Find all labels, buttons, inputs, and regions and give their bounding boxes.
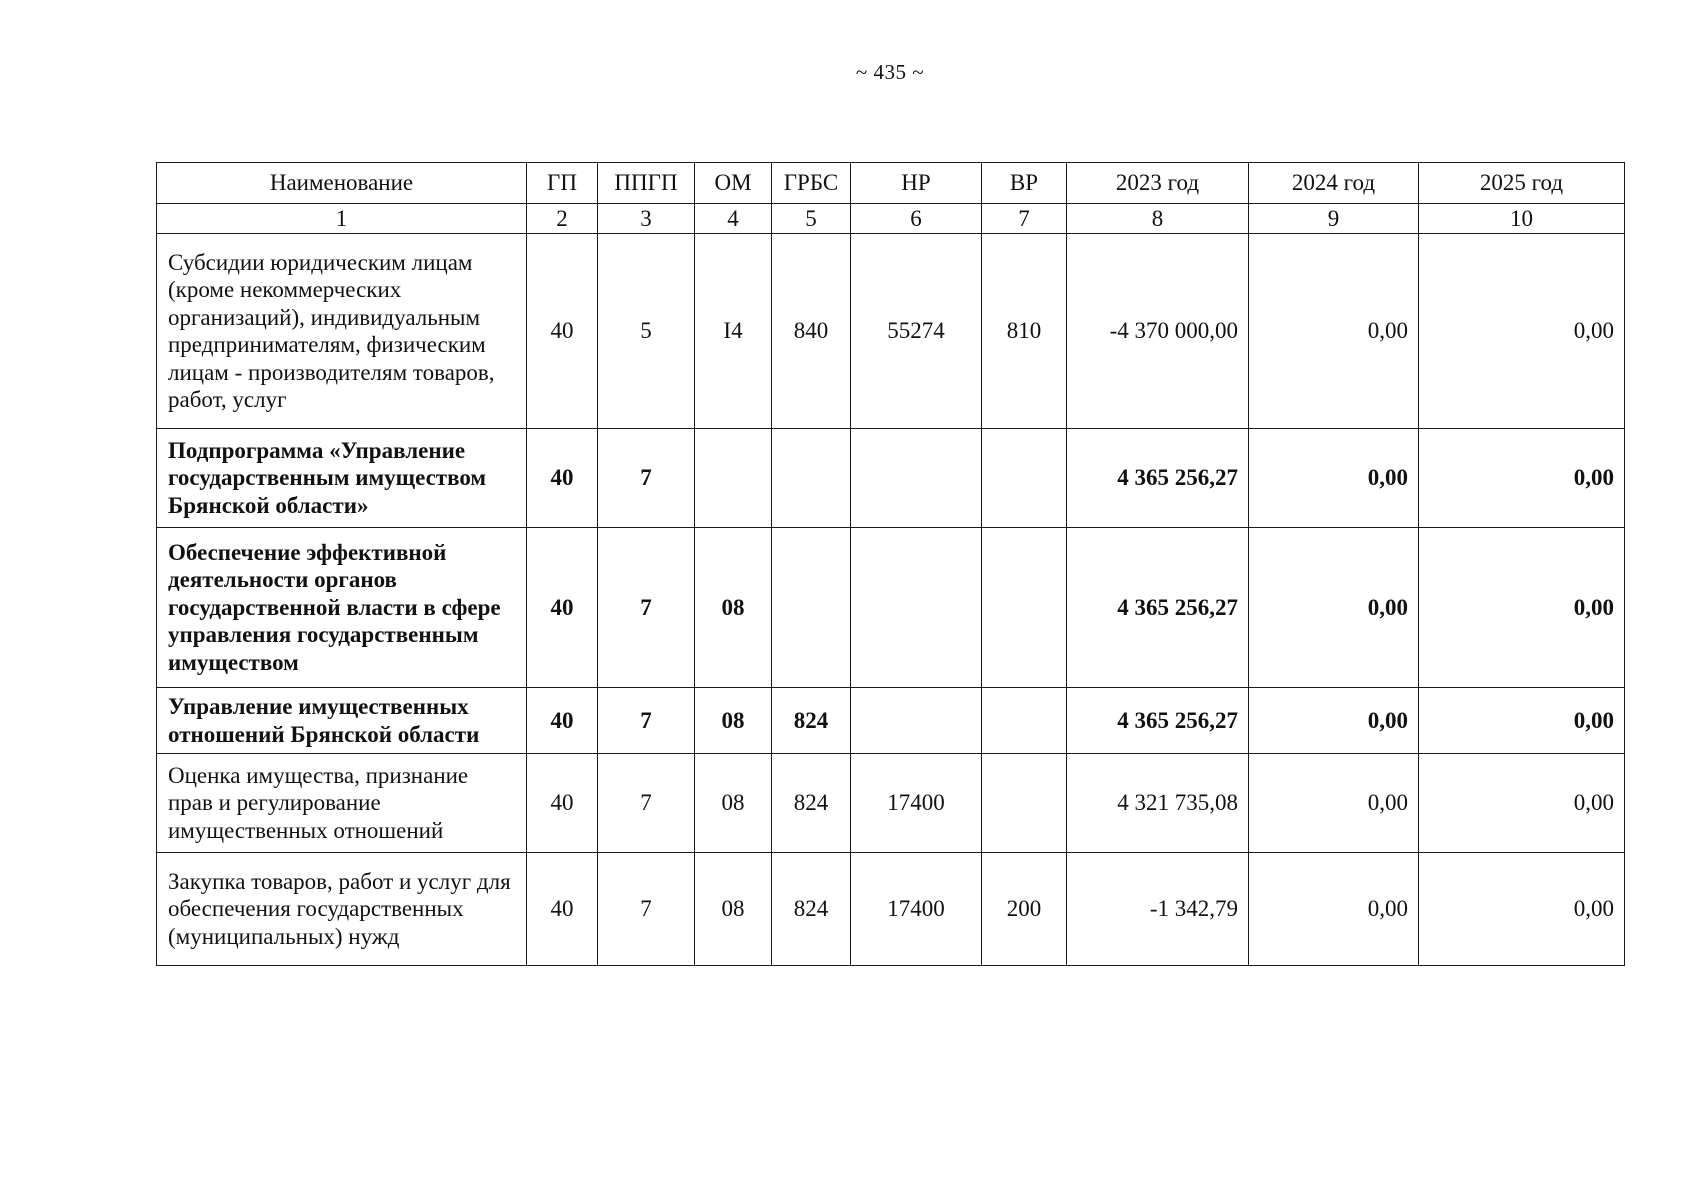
- cell-2025: 0,00: [1419, 688, 1625, 754]
- cell-2024: 0,00: [1249, 688, 1419, 754]
- row-name: Обеспечение эффективной деятельности органов государственной власти в сфере управления государственным имуществом: [157, 528, 527, 688]
- cell-nr: 55274: [851, 234, 982, 429]
- column-number: 4: [695, 204, 772, 234]
- column-number: 6: [851, 204, 982, 234]
- cell-2023: 4 365 256,27: [1067, 528, 1249, 688]
- row-name: Подпрограмма «Управление государственным имуществом Брянской области»: [157, 429, 527, 528]
- cell-2023: -1 342,79: [1067, 853, 1249, 966]
- cell-grbs: [772, 429, 851, 528]
- cell-2024: 0,00: [1249, 528, 1419, 688]
- cell-2025: 0,00: [1419, 429, 1625, 528]
- cell-vr: 810: [982, 234, 1067, 429]
- cell-vr: [982, 429, 1067, 528]
- cell-om: 08: [695, 853, 772, 966]
- cell-ppgp: 7: [598, 853, 695, 966]
- cell-2024: 0,00: [1249, 234, 1419, 429]
- table-row: [157, 688, 1625, 754]
- cell-ppgp: 7: [598, 528, 695, 688]
- header-2025: 2025 год: [1419, 163, 1625, 204]
- cell-ppgp: 7: [598, 688, 695, 754]
- cell-ppgp: 7: [598, 754, 695, 853]
- cell-om: 08: [695, 528, 772, 688]
- table-row: [157, 429, 1625, 528]
- cell-ppgp: 5: [598, 234, 695, 429]
- cell-gp: 40: [527, 754, 598, 853]
- row-name: Управление имущественных отношений Брянской области: [157, 688, 527, 754]
- cell-2025: 0,00: [1419, 853, 1625, 966]
- cell-gp: 40: [527, 528, 598, 688]
- cell-2025: 0,00: [1419, 754, 1625, 853]
- cell-om: 08: [695, 688, 772, 754]
- cell-vr: [982, 528, 1067, 688]
- cell-2024: 0,00: [1249, 429, 1419, 528]
- cell-nr: [851, 688, 982, 754]
- cell-2024: 0,00: [1249, 853, 1419, 966]
- table-row: [157, 528, 1625, 688]
- column-number-row: [157, 204, 1625, 234]
- cell-vr: [982, 754, 1067, 853]
- column-number: 1: [157, 204, 527, 234]
- cell-gp: 40: [527, 853, 598, 966]
- page-number: ~ 435 ~: [855, 60, 925, 84]
- cell-gp: 40: [527, 429, 598, 528]
- cell-nr: 17400: [851, 754, 982, 853]
- header-2024: 2024 год: [1249, 163, 1419, 204]
- cell-grbs: [772, 528, 851, 688]
- cell-grbs: 824: [772, 754, 851, 853]
- table-row: [157, 234, 1625, 429]
- cell-2025: 0,00: [1419, 528, 1625, 688]
- budget-table: [156, 162, 1625, 966]
- header-nr: НР: [851, 163, 982, 204]
- cell-2025: 0,00: [1419, 234, 1625, 429]
- cell-om: [695, 429, 772, 528]
- cell-2023: 4 365 256,27: [1067, 429, 1249, 528]
- cell-vr: 200: [982, 853, 1067, 966]
- header-om: ОМ: [695, 163, 772, 204]
- header-ppgp: ППГП: [598, 163, 695, 204]
- column-number: 9: [1249, 204, 1419, 234]
- cell-2024: 0,00: [1249, 754, 1419, 853]
- header-row: [157, 163, 1625, 204]
- column-number: 8: [1067, 204, 1249, 234]
- row-name: Оценка имущества, признание прав и регулирование имущественных отношений: [157, 754, 527, 853]
- cell-ppgp: 7: [598, 429, 695, 528]
- cell-gp: 40: [527, 688, 598, 754]
- row-name: Субсидии юридическим лицам (кроме некоммерческих организаций), индивидуальным предпринимателям, физическим лицам - производителям товаров, работ, услуг: [157, 234, 527, 429]
- column-number: 3: [598, 204, 695, 234]
- header-2023: 2023 год: [1067, 163, 1249, 204]
- cell-vr: [982, 688, 1067, 754]
- table-row: [157, 754, 1625, 853]
- cell-2023: 4 365 256,27: [1067, 688, 1249, 754]
- header-grbs: ГРБС: [772, 163, 851, 204]
- column-number: 10: [1419, 204, 1625, 234]
- cell-om: 08: [695, 754, 772, 853]
- header-vr: ВР: [982, 163, 1067, 204]
- column-number: 7: [982, 204, 1067, 234]
- column-number: 2: [527, 204, 598, 234]
- cell-gp: 40: [527, 234, 598, 429]
- row-name: Закупка товаров, работ и услуг для обеспечения государственных (муниципальных) нужд: [157, 853, 527, 966]
- cell-2023: 4 321 735,08: [1067, 754, 1249, 853]
- cell-2023: -4 370 000,00: [1067, 234, 1249, 429]
- cell-om: I4: [695, 234, 772, 429]
- header-gp: ГП: [527, 163, 598, 204]
- cell-grbs: 840: [772, 234, 851, 429]
- column-number: 5: [772, 204, 851, 234]
- cell-nr: [851, 429, 982, 528]
- cell-nr: 17400: [851, 853, 982, 966]
- cell-grbs: 824: [772, 853, 851, 966]
- header-name: Наименование: [157, 163, 527, 204]
- table-row: [157, 853, 1625, 966]
- cell-nr: [851, 528, 982, 688]
- cell-grbs: 824: [772, 688, 851, 754]
